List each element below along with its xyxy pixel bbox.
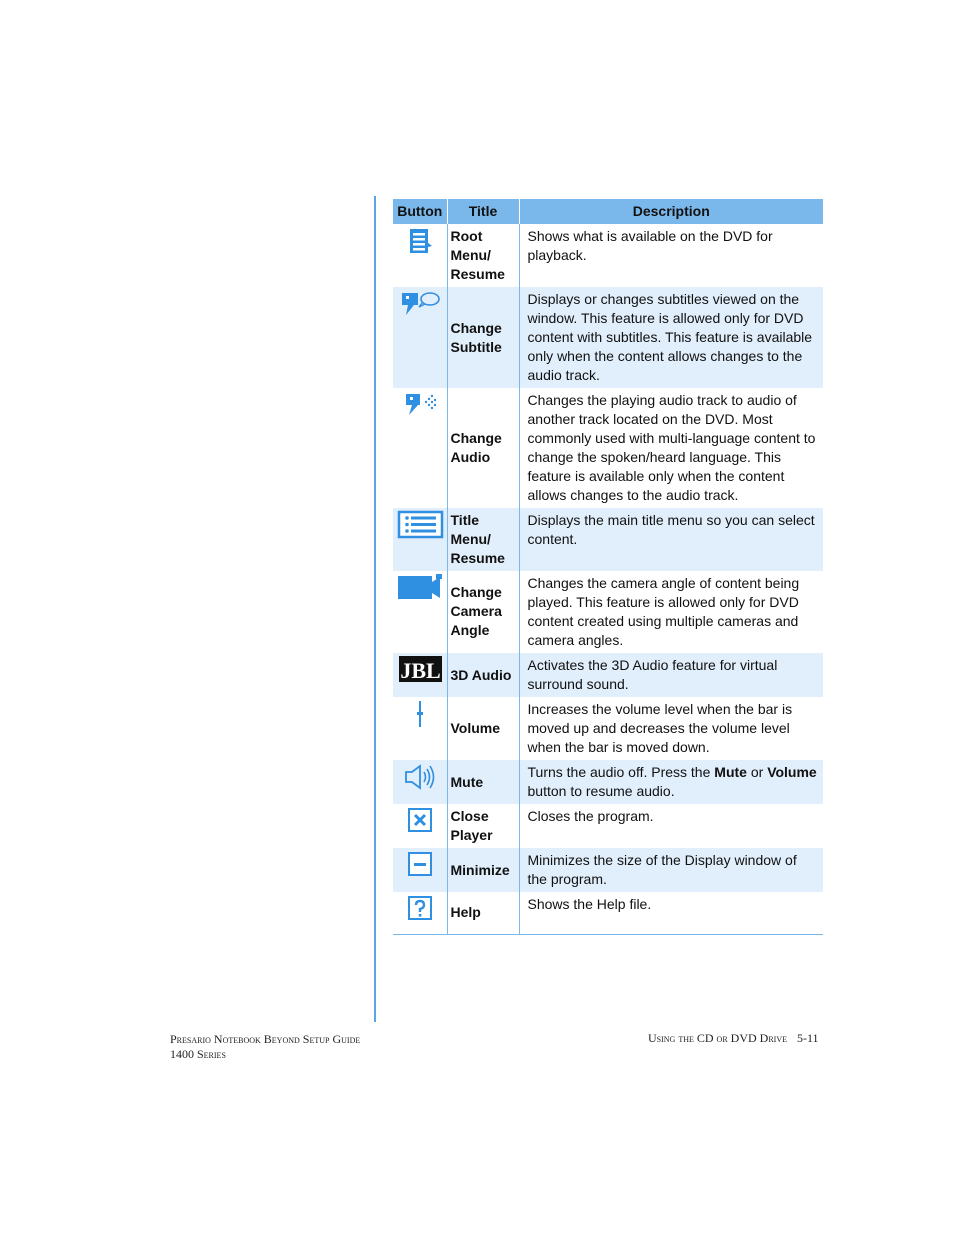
button-cell xyxy=(393,508,447,571)
table-row xyxy=(393,388,823,508)
table-row xyxy=(393,287,823,388)
change-subtitle-icon xyxy=(398,289,442,319)
button-cell xyxy=(393,697,447,760)
help-icon xyxy=(405,894,435,924)
description-cell: Shows what is available on the DVD for playback. xyxy=(527,228,773,263)
title-cell: Change Subtitle xyxy=(447,287,519,388)
button-cell xyxy=(393,653,447,697)
header-title: Title xyxy=(447,199,519,224)
margin-rule xyxy=(374,196,376,1022)
button-cell xyxy=(393,388,447,508)
footer-right xyxy=(648,1031,819,1046)
minimize-icon xyxy=(405,850,435,880)
jbl-3d-audio-icon xyxy=(396,655,444,685)
button-cell xyxy=(393,848,447,892)
dvd-player-buttons-table xyxy=(393,199,823,935)
title-cell: Minimize xyxy=(447,848,519,892)
page-number: 5-11 xyxy=(797,1031,819,1045)
root-menu-icon xyxy=(407,226,433,256)
description-cell: Shows the Help file. xyxy=(519,892,823,934)
footer-left xyxy=(170,1032,360,1062)
button-cell xyxy=(393,892,447,934)
title-cell: Mute xyxy=(447,760,519,804)
table-row xyxy=(393,653,823,697)
volume-keyword: Volume xyxy=(767,764,817,780)
header-button: Button xyxy=(393,199,447,224)
mute-desc-part: Turns the audio off. Press the xyxy=(527,764,715,780)
table-row xyxy=(393,224,823,287)
mute-keyword: Mute xyxy=(714,764,747,780)
button-cell xyxy=(393,804,447,848)
mute-desc-part: or xyxy=(746,764,768,780)
title-cell: Help xyxy=(447,892,519,934)
button-cell xyxy=(393,571,447,653)
title-cell: Title Menu/ Resume xyxy=(447,508,519,571)
footer-chapter-title: Using the CD or DVD Drive xyxy=(648,1031,787,1045)
description-cell: Changes the camera angle of content being played. This feature is allowed only for DVD content created using multiple cameras and camera angles. xyxy=(527,575,800,648)
title-cell: Volume xyxy=(447,697,519,760)
description-cell: Increases the volume level when the bar is moved up and decreases the volume level when the bar is moved down. xyxy=(527,701,793,755)
description-cell: Displays the main title menu so you can select content. xyxy=(519,508,823,571)
title-cell: Root Menu/ Resume xyxy=(447,224,519,287)
title-cell: 3D Audio xyxy=(447,653,519,697)
table-header-row xyxy=(393,199,823,224)
jbl-logo-text: JBL xyxy=(400,658,441,683)
volume-bar-icon xyxy=(410,699,430,729)
footer-series: 1400 Series xyxy=(170,1047,226,1061)
description-cell xyxy=(519,760,823,804)
title-menu-icon xyxy=(396,510,444,540)
camera-angle-icon xyxy=(396,573,444,603)
button-cell xyxy=(393,287,447,388)
speaker-mute-icon xyxy=(400,762,440,792)
description-cell: Activates the 3D Audio feature for virtual surround sound. xyxy=(519,653,823,697)
mute-desc-part: button to resume audio. xyxy=(527,783,675,799)
table-row xyxy=(393,848,823,892)
title-cell: Close Player xyxy=(447,804,519,848)
footer-guide-title: Presario Notebook Beyond Setup Guide xyxy=(170,1032,361,1046)
table-row xyxy=(393,804,823,848)
button-cell xyxy=(393,760,447,804)
table-row xyxy=(393,508,823,571)
change-audio-icon xyxy=(400,390,440,420)
description-cell: Displays or changes subtitles viewed on the window. This feature is allowed only for DVD content with subtitles. This feature is available only when the content allows changes to the audio track. xyxy=(519,287,823,388)
table-row xyxy=(393,697,823,760)
table-row xyxy=(393,892,823,934)
description-cell: Changes the playing audio track to audio of another track located on the DVD. Most commonly used with multi-language content to change the spoken/heard language. This feature is available only when the content allows changes to the audio track. xyxy=(527,392,816,503)
table-row xyxy=(393,571,823,653)
title-cell: Change Camera Angle xyxy=(447,571,519,653)
close-icon xyxy=(405,806,435,836)
table-row xyxy=(393,760,823,804)
header-description: Description xyxy=(519,199,823,224)
title-cell: Change Audio xyxy=(447,388,519,508)
description-cell: Minimizes the size of the Display window of the program. xyxy=(519,848,823,892)
description-cell: Closes the program. xyxy=(527,808,654,824)
button-cell xyxy=(393,224,447,287)
